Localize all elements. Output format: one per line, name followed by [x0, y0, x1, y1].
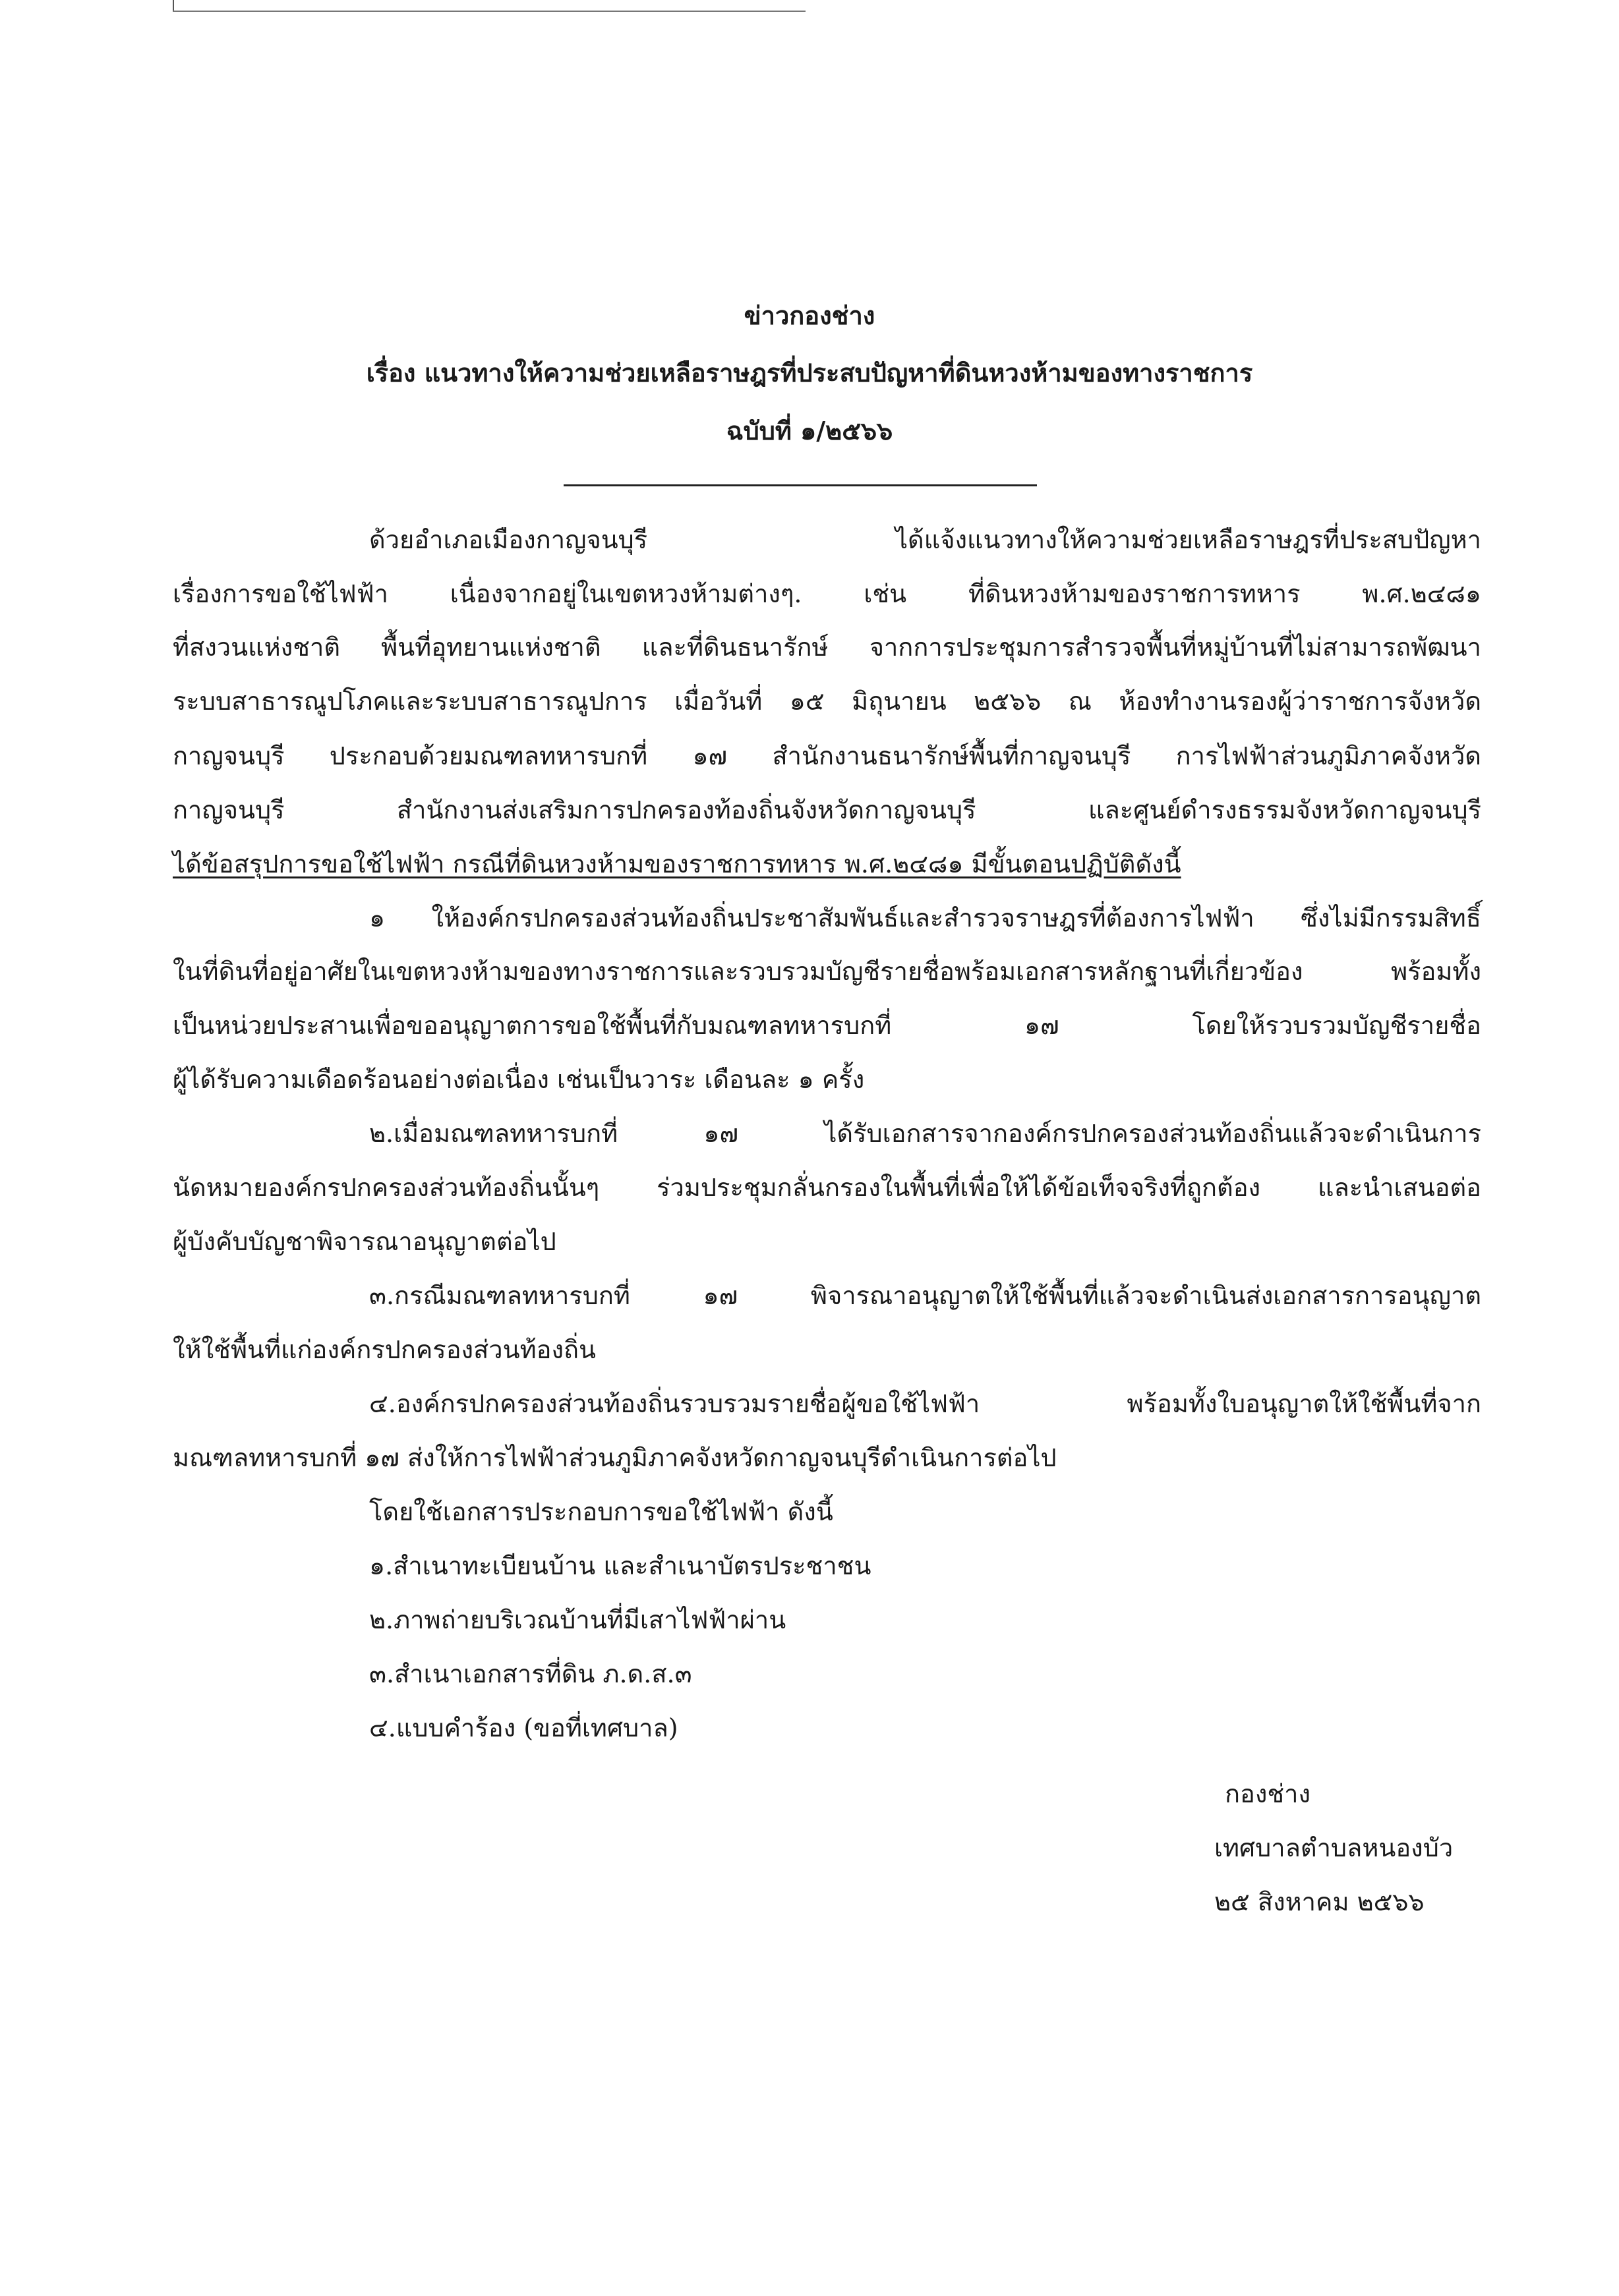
scan-border-horizontal: [173, 11, 806, 12]
subject-heading: เรื่อง แนวทางให้ความช่วยเหลือราษฎรที่ประสบปัญหาที่ดินหวงห้ามของทางราชการ: [366, 358, 1253, 387]
step1-line: ผู้ได้รับความเดือดร้อนอย่างต่อเนื่อง เช่นเป็นวาระ เดือนละ ๑ ครั้ง: [173, 1065, 865, 1094]
signature-date: ๒๕ สิงหาคม ๒๕๖๖: [1214, 1887, 1425, 1916]
intro-line: ที่สงวนแห่งชาติ พื้นที่อุทยานแห่งชาติ และที่ดินธนารักษ์ จากการประชุมการสำรวจพื้นที่หมู่บ้านที่ไม่สามารถพัฒนา: [173, 633, 1481, 662]
document-item: ๒.ภาพถ่ายบริเวณบ้านที่มีเสาไฟฟ้าผ่าน: [369, 1605, 786, 1634]
document-item: ๓.สำเนาเอกสารที่ดิน ภ.ด.ส.๓: [369, 1659, 692, 1688]
step1-line: ในที่ดินที่อยู่อาศัยในเขตหวงห้ามของทางราชการและรวบรวมบัญชีรายชื่อพร้อมเอกสารหลักฐานที่เกี่ยวข้อง พร้อมทั้ง: [173, 957, 1481, 986]
signature-department: กองช่าง: [1225, 1779, 1311, 1808]
intro-line: ด้วยอำเภอเมืองกาญจนบุรี ได้แจ้งแนวทางให้ความช่วยเหลือราษฎรที่ประสบปัญหา: [369, 525, 1481, 554]
documents-intro: โดยใช้เอกสารประกอบการขอใช้ไฟฟ้า ดังนี้: [369, 1497, 833, 1526]
step1-line: เป็นหน่วยประสานเพื่อขออนุญาตการขอใช้พื้นที่กับมณฑลทหารบกที่ ๑๗ โดยให้รวบรวมบัญชีรายชื่อ: [173, 1011, 1481, 1040]
office-heading: ข่าวกองช่าง: [744, 301, 875, 330]
issue-number: ฉบับที่ ๑/๒๕๖๖: [726, 416, 893, 445]
step1-line: ๑ ให้องค์กรปกครองส่วนท้องถิ่นประชาสัมพันธ์และสำรวจราษฎรที่ต้องการไฟฟ้า ซึ่งไม่มีกรรมสิทธิ์: [369, 904, 1481, 933]
intro-line: กาญจนบุรี สำนักงานส่งเสริมการปกครองท้องถิ่นจังหวัดกาญจนบุรี และศูนย์ดำรงธรรมจังหวัดกาญจนบุรี: [173, 795, 1481, 824]
step2-line: ๒.เมื่อมณฑลทหารบกที่ ๑๗ ได้รับเอกสารจากองค์กรปกครองส่วนท้องถิ่นแล้วจะดำเนินการ: [369, 1119, 1481, 1148]
step4-line: ๔.องค์กรปกครองส่วนท้องถิ่นรวบรวมรายชื่อผู้ขอใช้ไฟฟ้า พร้อมทั้งใบอนุญาตให้ใช้พื้นที่จาก: [369, 1389, 1481, 1418]
document-item: ๑.สำเนาทะเบียนบ้าน และสำเนาบัตรประชาชน: [369, 1551, 871, 1580]
step3-line: ให้ใช้พื้นที่แก่องค์กรปกครองส่วนท้องถิ่น: [173, 1335, 596, 1364]
intro-line: กาญจนบุรี ประกอบด้วยมณฑลทหารบกที่ ๑๗ สำนักงานธนารักษ์พื้นที่กาญจนบุรี การไฟฟ้าส่วนภูมิภาคจังหวัด: [173, 741, 1481, 770]
step2-line: นัดหมายองค์กรปกครองส่วนท้องถิ่นนั้นๆ ร่วมประชุมกลั่นกรองในพื้นที่เพื่อให้ได้ข้อเท็จจริงที่ถูกต้อง และนำเสนอต่อ: [173, 1173, 1481, 1202]
signature-organization: เทศบาลตำบลหนองบัว: [1214, 1833, 1454, 1862]
intro-line: เรื่องการขอใช้ไฟฟ้า เนื่องจากอยู่ในเขตหวงห้ามต่างๆ. เช่น ที่ดินหวงห้ามของราชการทหาร พ.ศ.๒๔๘๑: [173, 579, 1481, 608]
header-divider: [564, 484, 1037, 486]
step2-line: ผู้บังคับบัญชาพิจารณาอนุญาตต่อไป: [173, 1227, 556, 1256]
step4-line: มณฑลทหารบกที่ ๑๗ ส่งให้การไฟฟ้าส่วนภูมิภาคจังหวัดกาญจนบุรีดำเนินการต่อไป: [173, 1443, 1057, 1472]
document-item: ๔.แบบคำร้อง (ขอที่เทศบาล): [369, 1713, 678, 1742]
summary-line: ได้ข้อสรุปการขอใช้ไฟฟ้า กรณีที่ดินหวงห้ามของราชการทหาร พ.ศ.๒๔๘๑ มีขั้นตอนปฏิบัติดังนี้: [173, 849, 1181, 878]
step3-line: ๓.กรณีมณฑลทหารบกที่ ๑๗ พิจารณาอนุญาตให้ใช้พื้นที่แล้วจะดำเนินส่งเอกสารการอนุญาต: [369, 1281, 1481, 1310]
intro-line: ระบบสาธารณูปโภคและระบบสาธารณูปการ เมื่อวันที่ ๑๕ มิถุนายน ๒๕๖๖ ณ ห้องทำงานรองผู้ว่าราชการจังหวัด: [173, 687, 1481, 716]
